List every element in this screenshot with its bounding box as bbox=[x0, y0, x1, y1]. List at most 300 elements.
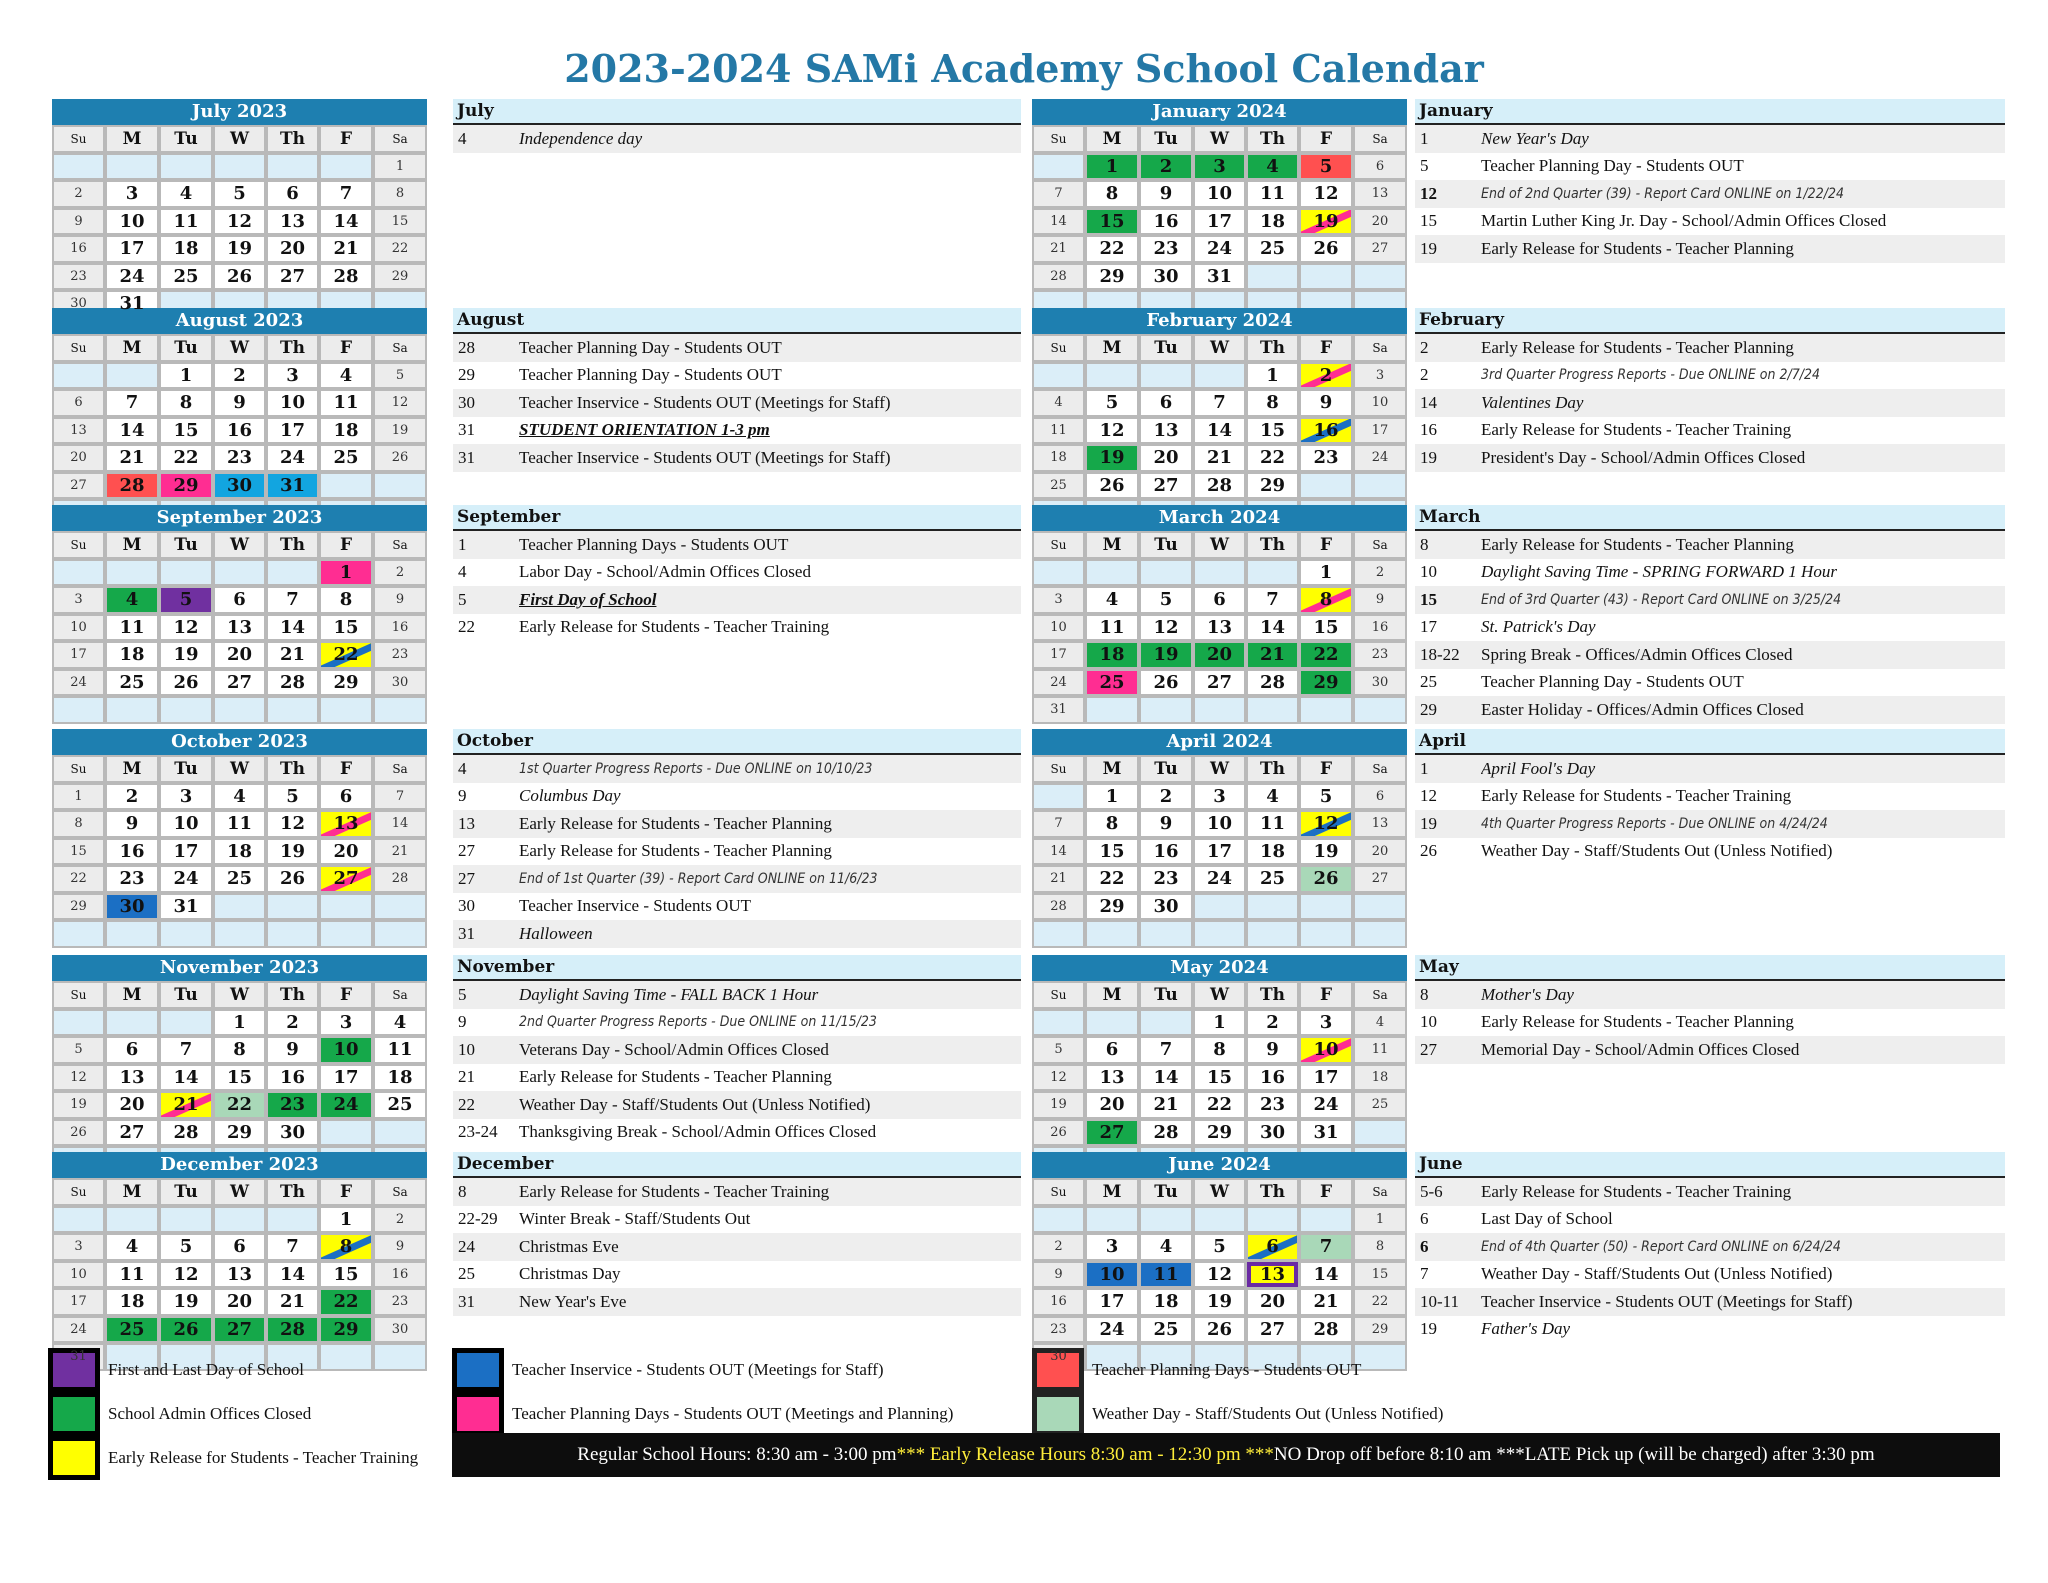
calendar-day: 16 bbox=[1246, 1064, 1299, 1092]
calendar-day: 19 bbox=[1032, 1091, 1085, 1119]
calendar-day: 27 bbox=[1353, 235, 1407, 263]
day-header: Su bbox=[52, 981, 105, 1009]
day-header: F bbox=[1299, 334, 1353, 362]
event-month-header: March bbox=[1415, 505, 2005, 531]
calendar-day: 2 bbox=[1139, 153, 1193, 181]
calendar-day: 23 bbox=[1139, 235, 1193, 263]
day-header: Tu bbox=[1139, 981, 1193, 1009]
month-header: August 2023 bbox=[52, 308, 427, 334]
calendar-day: 22 bbox=[159, 444, 213, 472]
calendar-day: 15 bbox=[1299, 614, 1353, 642]
event-text: Weather Day - Staff/Students Out (Unless Notified) bbox=[1481, 841, 1833, 861]
calendar-day: 17 bbox=[159, 838, 213, 866]
calendar-day: 10 bbox=[1193, 810, 1246, 838]
calendar-day: 18 bbox=[319, 417, 373, 445]
calendar-day: 15 bbox=[213, 1064, 266, 1092]
event-text: Early Release for Students - Teacher Planning bbox=[1481, 534, 1794, 554]
calendar-day: 22 bbox=[319, 1288, 373, 1316]
event-text: Early Release for Students - Teacher Planning bbox=[1481, 1012, 1794, 1032]
calendar-day: 17 bbox=[1299, 1064, 1353, 1092]
calendar-day: 26 bbox=[1032, 1119, 1085, 1147]
calendar-day: 3 bbox=[1353, 362, 1407, 390]
event-date: 22 bbox=[458, 1094, 475, 1114]
calendar-day: 23 bbox=[1353, 641, 1407, 669]
calendar-day: 31 bbox=[1299, 1119, 1353, 1147]
event-date: 25 bbox=[1420, 672, 1437, 692]
event-text: Teacher Planning Days - Students OUT bbox=[519, 534, 789, 554]
calendar-day: 9 bbox=[52, 208, 105, 236]
calendar-empty-cell bbox=[1193, 696, 1246, 724]
calendar-day: 20 bbox=[52, 444, 105, 472]
event-date: 31 bbox=[458, 420, 475, 440]
calendar-day: 15 bbox=[1193, 1064, 1246, 1092]
calendar-day: 10 bbox=[266, 389, 319, 417]
calendar-day: 23 bbox=[373, 641, 427, 669]
event-text: Halloween bbox=[519, 923, 593, 943]
calendar-empty-cell bbox=[1085, 559, 1139, 587]
calendar-day: 8 bbox=[1085, 180, 1139, 208]
event-row bbox=[1415, 1178, 2005, 1206]
calendar-day: 5 bbox=[1139, 586, 1193, 614]
calendar-day: 29 bbox=[52, 893, 105, 921]
calendar-day: 9 bbox=[213, 389, 266, 417]
calendar-empty-cell bbox=[266, 153, 319, 181]
calendar-day: 6 bbox=[266, 180, 319, 208]
event-text: Teacher Inservice - Students OUT (Meetings for Staff) bbox=[519, 447, 891, 467]
event-row bbox=[1415, 334, 2005, 362]
calendar-empty-cell bbox=[159, 920, 213, 948]
calendar-day: 5 bbox=[1299, 783, 1353, 811]
event-row bbox=[453, 865, 1021, 893]
event-row bbox=[453, 838, 1021, 866]
calendar-day: 12 bbox=[373, 389, 427, 417]
calendar-day: 26 bbox=[159, 669, 213, 697]
calendar-day: 27 bbox=[1139, 472, 1193, 500]
event-month-header: December bbox=[453, 1152, 1021, 1178]
calendar-day: 30 bbox=[1139, 893, 1193, 921]
day-header: Sa bbox=[1353, 755, 1407, 783]
event-text: New Year's Day bbox=[1481, 128, 1589, 148]
calendar-empty-cell bbox=[1246, 559, 1299, 587]
calendar-empty-cell bbox=[1032, 559, 1085, 587]
calendar-empty-cell bbox=[1353, 263, 1407, 291]
calendar-day: 29 bbox=[1353, 1316, 1407, 1344]
calendar-day: 23 bbox=[1246, 1091, 1299, 1119]
event-text: Early Release for Students - Teacher Planning bbox=[519, 813, 832, 833]
calendar-day: 29 bbox=[1299, 669, 1353, 697]
event-date: 1 bbox=[458, 534, 467, 554]
calendar-day: 6 bbox=[319, 783, 373, 811]
calendar-empty-cell bbox=[1193, 1206, 1246, 1234]
event-row bbox=[453, 417, 1021, 445]
calendar-day: 15 bbox=[159, 417, 213, 445]
event-text: End of 3rd Quarter (43) - Report Card ONLINE on 3/25/24 bbox=[1481, 591, 1842, 608]
calendar-day: 27 bbox=[213, 669, 266, 697]
calendar-day: 29 bbox=[1246, 472, 1299, 500]
calendar-day: 15 bbox=[319, 1261, 373, 1289]
event-row bbox=[453, 125, 1021, 153]
event-row bbox=[453, 1091, 1021, 1119]
calendar-empty-cell bbox=[319, 472, 373, 500]
calendar-empty-cell bbox=[213, 1206, 266, 1234]
calendar-day: 8 bbox=[159, 389, 213, 417]
calendar-day: 11 bbox=[1246, 180, 1299, 208]
calendar-day: 6 bbox=[1193, 586, 1246, 614]
calendar-day: 3 bbox=[266, 362, 319, 390]
event-date: 4 bbox=[458, 128, 467, 148]
event-row bbox=[1415, 389, 2005, 417]
event-date: 29 bbox=[1420, 699, 1437, 719]
day-header: W bbox=[1193, 981, 1246, 1009]
calendar-day: 12 bbox=[159, 1261, 213, 1289]
day-header: Th bbox=[266, 531, 319, 559]
legend-label: Teacher Inservice - Students OUT (Meetings for Staff) bbox=[512, 1360, 884, 1379]
calendar-empty-cell bbox=[159, 1009, 213, 1037]
event-text: Martin Luther King Jr. Day - School/Admin Offices Closed bbox=[1481, 211, 1887, 231]
day-header: Su bbox=[52, 531, 105, 559]
day-header: Th bbox=[1246, 755, 1299, 783]
calendar-day: 3 bbox=[159, 783, 213, 811]
calendar-day: 7 bbox=[1032, 810, 1085, 838]
calendar-day: 7 bbox=[266, 586, 319, 614]
day-header: M bbox=[105, 531, 159, 559]
calendar-day: 9 bbox=[1139, 180, 1193, 208]
day-header: Th bbox=[266, 1178, 319, 1206]
event-date: 31 bbox=[458, 447, 475, 467]
day-header: M bbox=[105, 755, 159, 783]
calendar-day: 22 bbox=[373, 235, 427, 263]
calendar-day: 10 bbox=[319, 1036, 373, 1064]
calendar-empty-cell bbox=[1353, 920, 1407, 948]
calendar-day: 2 bbox=[1139, 783, 1193, 811]
calendar-empty-cell bbox=[105, 920, 159, 948]
calendar-empty-cell bbox=[373, 696, 427, 724]
day-header: Su bbox=[1032, 334, 1085, 362]
calendar-day: 3 bbox=[105, 180, 159, 208]
calendar-empty-cell bbox=[373, 1119, 427, 1147]
calendar-day: 16 bbox=[1139, 208, 1193, 236]
event-row bbox=[1415, 586, 2005, 614]
event-text: St. Patrick's Day bbox=[1481, 617, 1596, 637]
event-row bbox=[1415, 1036, 2005, 1064]
event-date: 7 bbox=[1420, 1264, 1429, 1284]
event-row bbox=[453, 783, 1021, 811]
event-row bbox=[453, 1206, 1021, 1234]
calendar-day: 5 bbox=[1299, 153, 1353, 181]
calendar-day: 17 bbox=[1085, 1288, 1139, 1316]
calendar-day: 8 bbox=[1353, 1233, 1407, 1261]
event-date: 5 bbox=[458, 984, 467, 1004]
calendar-day: 20 bbox=[213, 1288, 266, 1316]
calendar-day: 4 bbox=[319, 362, 373, 390]
calendar-day: 13 bbox=[52, 417, 105, 445]
day-header: M bbox=[1085, 981, 1139, 1009]
calendar-day: 29 bbox=[213, 1119, 266, 1147]
day-header: F bbox=[319, 1178, 373, 1206]
event-date: 2 bbox=[1420, 365, 1429, 385]
calendar-day: 21 bbox=[1139, 1091, 1193, 1119]
calendar-day: 31 bbox=[1193, 263, 1246, 291]
calendar-day: 14 bbox=[1139, 1064, 1193, 1092]
event-date: 5 bbox=[458, 589, 467, 609]
regular-hours-text: Regular School Hours: 8:30 am - 3:00 pm bbox=[577, 1444, 897, 1465]
event-text: Thanksgiving Break - School/Admin Offices Closed bbox=[519, 1122, 877, 1142]
calendar-day: 5 bbox=[52, 1036, 105, 1064]
calendar-empty-cell bbox=[1353, 1119, 1407, 1147]
event-text: Teacher Planning Day - Students OUT bbox=[519, 337, 782, 357]
calendar-day: 6 bbox=[1353, 153, 1407, 181]
calendar-day: 3 bbox=[52, 586, 105, 614]
calendar-empty-cell bbox=[1085, 1009, 1139, 1037]
calendar-empty-cell bbox=[213, 153, 266, 181]
day-header: Tu bbox=[159, 755, 213, 783]
calendar-empty-cell bbox=[1032, 1206, 1085, 1234]
calendar-empty-cell bbox=[1246, 893, 1299, 921]
day-header: M bbox=[105, 1178, 159, 1206]
day-header: Su bbox=[1032, 755, 1085, 783]
calendar-day: 17 bbox=[52, 641, 105, 669]
calendar-day: 28 bbox=[1139, 1119, 1193, 1147]
calendar-day: 27 bbox=[1246, 1316, 1299, 1344]
calendar-day: 15 bbox=[1085, 838, 1139, 866]
event-text: Teacher Inservice - Students OUT bbox=[519, 896, 751, 916]
day-header: Su bbox=[52, 334, 105, 362]
legend-label: Teacher Planning Days - Students OUT bbox=[1092, 1360, 1362, 1379]
calendar-empty-cell bbox=[1246, 696, 1299, 724]
calendar-empty-cell bbox=[213, 696, 266, 724]
calendar-day: 30 bbox=[373, 669, 427, 697]
calendar-day: 13 bbox=[1193, 614, 1246, 642]
event-date: 10 bbox=[1420, 1012, 1437, 1032]
calendar-day: 3 bbox=[1299, 1009, 1353, 1037]
calendar-empty-cell bbox=[52, 559, 105, 587]
calendar-day: 24 bbox=[1085, 1316, 1139, 1344]
event-text: Spring Break - Offices/Admin Offices Closed bbox=[1481, 644, 1793, 664]
calendar-empty-cell bbox=[1353, 472, 1407, 500]
event-text: New Year's Eve bbox=[519, 1291, 627, 1311]
calendar-day: 30 bbox=[213, 472, 266, 500]
calendar-day: 19 bbox=[159, 1288, 213, 1316]
calendar-day: 7 bbox=[1299, 1233, 1353, 1261]
calendar-day: 23 bbox=[1032, 1316, 1085, 1344]
event-row bbox=[453, 1119, 1021, 1147]
calendar-day: 14 bbox=[266, 614, 319, 642]
legend-swatch bbox=[48, 1436, 100, 1480]
calendar-day: 28 bbox=[159, 1119, 213, 1147]
event-text: Early Release for Students - Teacher Training bbox=[1481, 1181, 1792, 1201]
calendar-empty-cell bbox=[1032, 920, 1085, 948]
calendar-empty-cell bbox=[52, 696, 105, 724]
calendar-day: 31 bbox=[1032, 696, 1085, 724]
legend-swatch bbox=[452, 1392, 504, 1436]
calendar-empty-cell bbox=[213, 920, 266, 948]
calendar-day: 1 bbox=[373, 153, 427, 181]
calendar-day: 20 bbox=[105, 1091, 159, 1119]
event-date: 1 bbox=[1420, 128, 1429, 148]
calendar-day: 10 bbox=[159, 810, 213, 838]
event-date: 12 bbox=[1420, 183, 1437, 203]
calendar-day: 8 bbox=[1193, 1036, 1246, 1064]
calendar-day: 22 bbox=[1193, 1091, 1246, 1119]
event-date: 19 bbox=[1420, 238, 1437, 258]
event-date: 30 bbox=[458, 392, 475, 412]
event-month-header: January bbox=[1415, 99, 2005, 125]
event-text: First Day of School bbox=[519, 589, 657, 609]
calendar-day: 26 bbox=[52, 1119, 105, 1147]
event-text: Early Release for Students - Teacher Training bbox=[1481, 786, 1792, 806]
calendar-day: 5 bbox=[159, 1233, 213, 1261]
event-date: 28 bbox=[458, 337, 475, 357]
calendar-day: 26 bbox=[1139, 669, 1193, 697]
month-header: June 2024 bbox=[1032, 1152, 1407, 1178]
day-header: M bbox=[1085, 755, 1139, 783]
calendar-day: 3 bbox=[1085, 1233, 1139, 1261]
event-row bbox=[453, 1036, 1021, 1064]
calendar-day: 21 bbox=[266, 1288, 319, 1316]
event-month-header: June bbox=[1415, 1152, 2005, 1178]
event-date: 6 bbox=[1420, 1236, 1429, 1256]
calendar-day: 16 bbox=[1032, 1288, 1085, 1316]
event-text: Early Release for Students - Teacher Planning bbox=[1481, 238, 1794, 258]
day-header: Tu bbox=[1139, 1178, 1193, 1206]
calendar-day: 9 bbox=[1139, 810, 1193, 838]
day-header: F bbox=[1299, 981, 1353, 1009]
calendar-day: 29 bbox=[1085, 893, 1139, 921]
calendar-empty-cell bbox=[319, 1343, 373, 1371]
event-row bbox=[1415, 669, 2005, 697]
calendar-day: 18 bbox=[1032, 444, 1085, 472]
calendar-day: 14 bbox=[105, 417, 159, 445]
calendar-empty-cell bbox=[105, 1206, 159, 1234]
calendar-day: 30 bbox=[1139, 263, 1193, 291]
day-header: Th bbox=[1246, 334, 1299, 362]
event-row bbox=[453, 810, 1021, 838]
calendar-empty-cell bbox=[1246, 1206, 1299, 1234]
calendar-day: 2 bbox=[213, 362, 266, 390]
month-header: April 2024 bbox=[1032, 729, 1407, 755]
calendar-day: 20 bbox=[1353, 208, 1407, 236]
event-row bbox=[453, 981, 1021, 1009]
calendar-day: 25 bbox=[105, 1316, 159, 1344]
event-row bbox=[1415, 810, 2005, 838]
calendar-day: 28 bbox=[1032, 893, 1085, 921]
event-row bbox=[453, 1064, 1021, 1092]
calendar-day: 3 bbox=[1193, 783, 1246, 811]
calendar-day: 17 bbox=[1353, 417, 1407, 445]
event-text: Weather Day - Staff/Students Out (Unless Notified) bbox=[1481, 1264, 1833, 1284]
calendar-empty-cell bbox=[1139, 362, 1193, 390]
calendar-day: 28 bbox=[105, 472, 159, 500]
legend-label: School Admin Offices Closed bbox=[108, 1404, 312, 1423]
day-header: M bbox=[1085, 125, 1139, 153]
calendar-day: 29 bbox=[319, 669, 373, 697]
event-text: Teacher Planning Day - Students OUT bbox=[1481, 156, 1744, 176]
day-header: M bbox=[105, 125, 159, 153]
calendar-day: 30 bbox=[266, 1119, 319, 1147]
calendar-empty-cell bbox=[1085, 1206, 1139, 1234]
calendar-day: 6 bbox=[52, 389, 105, 417]
calendar-day: 4 bbox=[1246, 153, 1299, 181]
day-header: W bbox=[1193, 531, 1246, 559]
calendar-day: 1 bbox=[1193, 1009, 1246, 1037]
calendar-day: 14 bbox=[1246, 614, 1299, 642]
legend-label: First and Last Day of School bbox=[108, 1360, 304, 1379]
calendar-empty-cell bbox=[1085, 696, 1139, 724]
calendar-empty-cell bbox=[1193, 362, 1246, 390]
event-text: Early Release for Students - Teacher Planning bbox=[1481, 337, 1794, 357]
calendar-empty-cell bbox=[52, 362, 105, 390]
calendar-day: 9 bbox=[373, 1233, 427, 1261]
event-month-header: November bbox=[453, 955, 1021, 981]
day-header: W bbox=[213, 981, 266, 1009]
event-text: Christmas Eve bbox=[519, 1236, 619, 1256]
event-row bbox=[1415, 1233, 2005, 1261]
calendar-day: 26 bbox=[266, 865, 319, 893]
calendar-day: 19 bbox=[52, 1091, 105, 1119]
calendar-day: 20 bbox=[1193, 641, 1246, 669]
calendar-day: 3 bbox=[319, 1009, 373, 1037]
calendar-day: 7 bbox=[1139, 1036, 1193, 1064]
event-text: Columbus Day bbox=[519, 786, 621, 806]
calendar-day: 31 bbox=[105, 290, 159, 318]
calendar-day: 1 bbox=[1246, 362, 1299, 390]
calendar-day: 11 bbox=[1085, 614, 1139, 642]
day-header: F bbox=[319, 125, 373, 153]
calendar-empty-cell bbox=[373, 472, 427, 500]
event-text: End of 1st Quarter (39) - Report Card ONLINE on 11/6/23 bbox=[519, 870, 878, 887]
day-header: W bbox=[213, 755, 266, 783]
calendar-day: 21 bbox=[105, 444, 159, 472]
calendar-day: 18 bbox=[373, 1064, 427, 1092]
event-date: 23-24 bbox=[458, 1122, 498, 1142]
event-date: 6 bbox=[1420, 1209, 1429, 1229]
dropoff-pickup-text: NO Drop off before 8:10 am ***LATE Pick up (will be charged) after 3:30 pm bbox=[1273, 1444, 1875, 1465]
event-date: 30 bbox=[458, 896, 475, 916]
calendar-day: 24 bbox=[1299, 1091, 1353, 1119]
event-row bbox=[1415, 981, 2005, 1009]
event-date: 22 bbox=[458, 617, 475, 637]
event-date: 8 bbox=[1420, 534, 1429, 554]
event-date: 10-11 bbox=[1420, 1291, 1460, 1311]
calendar-day: 25 bbox=[1246, 235, 1299, 263]
event-row bbox=[453, 389, 1021, 417]
calendar-empty-cell bbox=[373, 920, 427, 948]
day-header: Su bbox=[1032, 125, 1085, 153]
calendar-day: 24 bbox=[266, 444, 319, 472]
calendar-day: 22 bbox=[52, 865, 105, 893]
calendar-day: 22 bbox=[1246, 444, 1299, 472]
calendar-day: 25 bbox=[1085, 669, 1139, 697]
event-date: 31 bbox=[458, 1291, 475, 1311]
event-row bbox=[453, 1233, 1021, 1261]
calendar-day: 11 bbox=[1139, 1261, 1193, 1289]
calendar-day: 27 bbox=[1353, 865, 1407, 893]
calendar-day: 2 bbox=[105, 783, 159, 811]
calendar-day: 18 bbox=[105, 641, 159, 669]
event-date: 19 bbox=[1420, 1319, 1437, 1339]
calendar-day: 12 bbox=[266, 810, 319, 838]
calendar-day: 16 bbox=[373, 614, 427, 642]
calendar-day: 13 bbox=[1353, 180, 1407, 208]
calendar-day: 2 bbox=[1299, 362, 1353, 390]
calendar-day: 23 bbox=[373, 1288, 427, 1316]
event-date: 4 bbox=[458, 758, 467, 778]
event-date: 1 bbox=[1420, 758, 1429, 778]
legend-swatch bbox=[48, 1392, 100, 1436]
calendar-day: 27 bbox=[319, 865, 373, 893]
calendar-day: 22 bbox=[1353, 1288, 1407, 1316]
calendar-day: 10 bbox=[1299, 1036, 1353, 1064]
